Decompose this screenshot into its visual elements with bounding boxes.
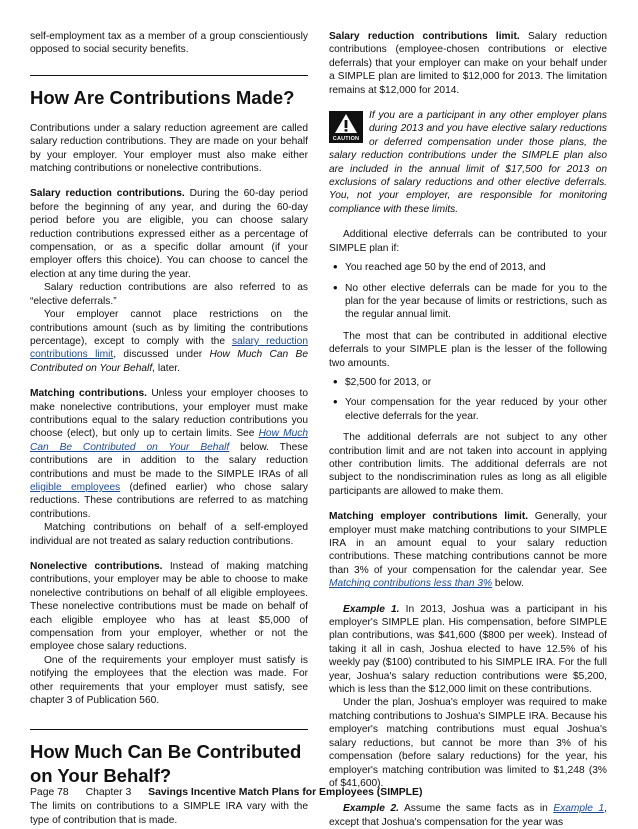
paragraph-text: Instead of making matching contributions, your employer may be able to choose to make nonelective contributions on behalf of all eligible employees. These nonelective contributions must be made on behalf of each eligible employee who has at least $5,000 of compensation from your employer, whether or not the employee chose salary reductions. [30, 561, 308, 653]
paragraph-text: During the 60-day period before the beginning of any year, and during the 60-day period before you are eligible, you can choose salary reduction contributions expressed either as a percentage of compensation, or as a specific dollar amount (if your employer offers this choice). You can choose to cancel the election at any time during the year. [30, 188, 308, 280]
chapter-title: Savings Incentive Match Plans for Employees (SIMPLE) [148, 787, 423, 798]
paragraph-text: In 2013, Joshua was a participant in his employer's SIMPLE plan. His compensation, before SIMPLE plan contributions, was $41,600 ($800 per week). Instead of taking it all in cash, Joshua elected to have 12.5% of his weekly pay ($100) contributed to his SIMPLE IRA. For the full year, Joshua's salary reduction contributions were $5,200, which is less than the $12,000 limit on these contributions. [329, 603, 607, 696]
paragraph: One of the requirements your employer must satisfy is notifying the employees that the election was made. For other requirements that your employer must satisfy, see chapter 3 of Publication 560. [30, 654, 308, 707]
warning-triangle-icon [334, 113, 358, 134]
paragraph-example-1 [329, 603, 607, 697]
run-in-heading: Matching employer contributions limit. [329, 511, 529, 523]
link-how-much-contributed[interactable]: How Much Can Be Contributed on Your Behalf [30, 428, 309, 453]
paragraph-text: , except that Joshua's compensation for the year was [329, 803, 608, 828]
link-matching-less-than-3[interactable]: Matching contributions less than 3% [329, 578, 493, 590]
paragraph-text: below. These contributions are in addition to the salary reduction contributions and must be made to the SIMPLE IRAs of all [30, 441, 308, 480]
paragraph-text: , later. [152, 362, 180, 374]
link-eligible-employees[interactable]: eligible employees [30, 481, 121, 493]
section-divider [30, 75, 308, 76]
run-in-heading: Salary reduction contributions limit. [329, 31, 520, 42]
paragraph: The additional deferrals are not subject to any other contribution limit and are not taken into account in applying other contribution limits. The additional deferrals are not subject to the nondiscrimination rules as long as all eligible participants are allowed to make them. [329, 432, 607, 497]
paragraph-matching-limit [329, 510, 607, 590]
paragraph-text: Generally, your employer must make matching contributions to your SIMPLE IRA in an amount equal to your salary reduction contributions. These matching contributions cannot be more than 3% of your compensation for the calendar year. See [329, 511, 607, 576]
paragraph-text: below. [492, 578, 524, 590]
paragraph [30, 308, 308, 375]
link-salary-reduction-limit[interactable]: salary reduction contributions limit [30, 335, 308, 361]
paragraph: self-employment tax as a member of a group conscientiously opposed to social security benefits. [30, 31, 308, 56]
run-in-heading: Nonelective contributions. [30, 561, 163, 572]
paragraph: The most that can be contributed in additional elective deferrals to your SIMPLE plan is the lesser of the following two amounts. [329, 330, 607, 369]
paragraph: The limits on contributions to a SIMPLE IRA vary with the type of contribution that is made. [30, 801, 308, 826]
right-column [329, 30, 607, 829]
caution-icon [329, 111, 363, 143]
section-heading-contributions-made: How Are Contributions Made? [30, 86, 295, 108]
list-item: • You reached age 50 by the end of 2013, and [329, 261, 607, 274]
chapter-label: Chapter 3 [85, 787, 132, 798]
paragraph-nonelective [30, 560, 308, 654]
page-footer [30, 786, 610, 799]
paragraph-text: Your employer cannot place restrictions on the contributions amount (such as by limiting the contributions percentage), except to comply with the [30, 309, 308, 347]
left-column [30, 30, 308, 827]
paragraph-example-2 [329, 802, 607, 829]
bullet-list-amounts [329, 376, 607, 423]
paragraph-text: Unless your employer chooses to make nonelective contributions, your employer must make contributions equal to the salary reduction contributions you choose (elect), but only up to certain limits. See [30, 388, 308, 440]
paragraph: Contributions under a salary reduction agreement are called salary reduction contributions. They are made on your behalf by your employer. Your employer must also make either matching contributions or nonelective contributions. [30, 122, 308, 175]
paragraph-matching [30, 387, 308, 521]
run-in-heading: Matching contributions. [30, 388, 147, 400]
paragraph-text: , discussed under [113, 349, 210, 361]
caution-text: If you are a participant in any other employer plans during 2013 and you have elective salary reductions or deferred compensation under those plans, the salary reduction contributions under the SIMPLE plan also are included in the annual limit of $17,500 for 2013 on exclusions of salary reductions and other elective deferrals. You, not your employer, are responsible for monitoring compliance with these limits. [329, 110, 607, 215]
paragraph-text: Salary reduction contributions (employee-chosen contributions or elective deferrals) that your employer can make on your behalf under a SIMPLE plan are limited to $12,000 for 2013. The limitation remains at $12,000 for 2014. [329, 31, 607, 96]
caution-label: CAUTION [332, 136, 360, 143]
list-item: • Your compensation for the year reduced by your other elective deferrals for the year. [329, 396, 607, 423]
section-heading-how-much: How Much Can Be Contributed on Your Behalf? [30, 741, 302, 787]
list-item: • No other elective deferrals can be made for you to the plan for the year because of limits or restrictions, such as the regular annual limit. [329, 282, 607, 322]
italic-reference: How Much Can Be Contributed on Your Behalf [30, 349, 309, 374]
paragraph: Salary reduction contributions are also referred to as “elective deferrals.” [30, 282, 308, 307]
paragraph: Matching contributions on behalf of a self-employed individual are not treated as salary reduction contributions. [30, 522, 308, 547]
paragraph-salary-limit [329, 30, 607, 97]
example-heading: Example 2. [343, 803, 399, 815]
paragraph: Under the plan, Joshua's employer was required to make matching contributions to Joshua's SIMPLE IRA. Because his employer's matching contributions must equal Joshua's salary reductions, but cannot be more than 3% of his compensation (before salary reductions) for the year, his employer's matching contribution was limited to $1,248 (3% of $41,600). [329, 697, 607, 789]
example-heading: Example 1. [343, 603, 400, 615]
paragraph-text: Assume the same facts as in [398, 803, 554, 815]
caution-box [329, 109, 607, 216]
run-in-heading: Salary reduction contributions. [30, 188, 185, 200]
paragraph: Additional elective deferrals can be contributed to your SIMPLE plan if: [329, 229, 607, 254]
paragraph-salary-reduction [30, 187, 308, 281]
link-example-1[interactable]: Example 1 [553, 803, 605, 815]
paragraph-text: (defined earlier) who chose salary reductions. These contributions are referred to as matching contributions. [30, 481, 308, 520]
list-item: • $2,500 for 2013, or [329, 376, 607, 389]
section-divider [30, 729, 308, 730]
page-number: Page 78 [30, 787, 69, 798]
bullet-list-conditions [329, 261, 607, 322]
